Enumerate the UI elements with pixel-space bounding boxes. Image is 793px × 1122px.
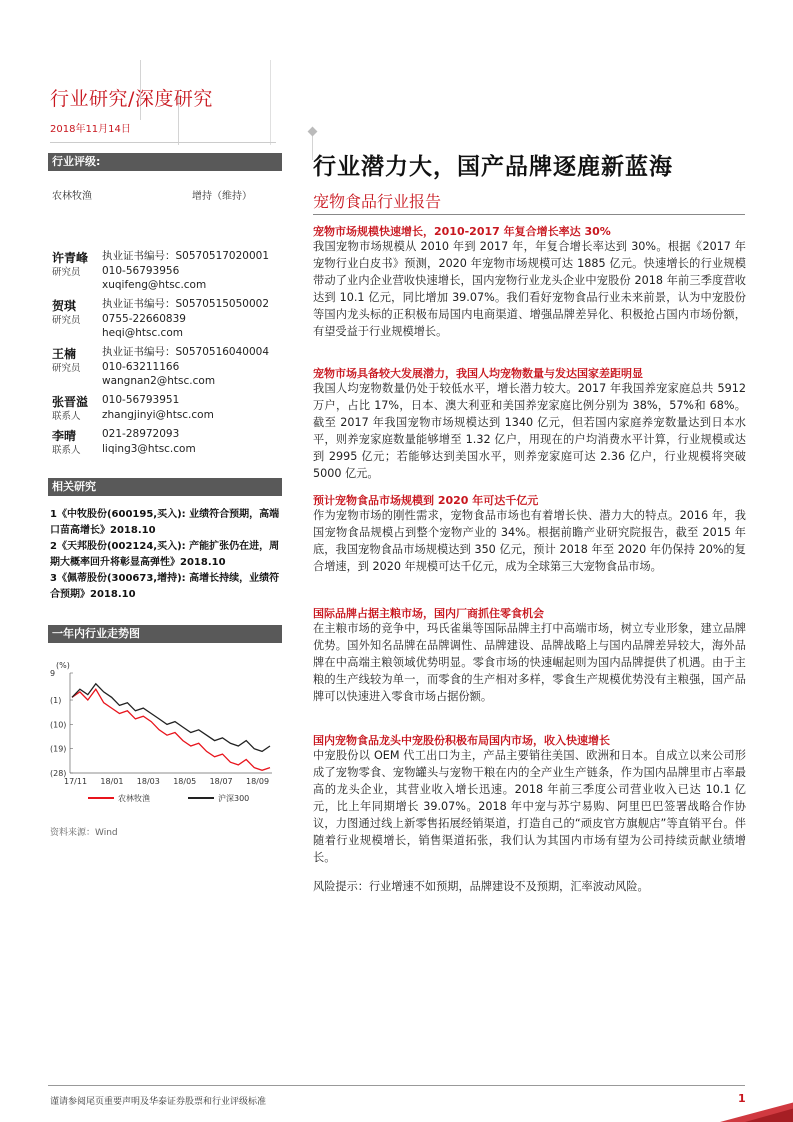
risk-warning: 风险提示：行业增速不如预期，品牌建设不及预期，汇率波动风险。 [313, 880, 649, 893]
related-research-list [50, 507, 286, 603]
series-line-industry [72, 689, 270, 770]
section-heading: 国内宠物食品龙头中宠股份积极布局国内市场，收入快速增长 [313, 734, 610, 747]
industry-name: 农林牧渔 [52, 191, 92, 202]
section-body: 在主粮市场的竞争中，玛氏雀巢等国际品牌主打中高端市场，树立专业形象，建立品牌优势。国外知名品牌在品牌调性、品牌建设、品牌战略上与国内品牌差异较大，海外品牌在中高端主粮领域优势明显。零食市场的快速崛起则为国内品牌提供了机遇。由于主粮的生产线较为单一，而零食的生产相对多样，零食生产规模优势没有主粮强，国产品牌可以快速进入零食市场占据份额。 [313, 622, 746, 703]
rating-section-header: 行业评级: [48, 153, 282, 171]
section-heading: 宠物市场具备较大发展潜力，我国人均宠物数量与发达国家差距明显 [313, 367, 643, 380]
footer-disclaimer: 谨请参阅尾页重要声明及华泰证券股票和行业评级标准 [50, 1097, 267, 1107]
contact-name: 张晋溢 [52, 395, 89, 409]
footer-decoration [700, 1102, 793, 1122]
analyst-phone: 0755-22660839 [102, 312, 186, 325]
series-line-index [72, 684, 270, 752]
related-research-item[interactable]: 1《中牧股份(600195,买入): 业绩符合预期，高端口苗高增长》2018.10 [50, 509, 280, 536]
trend-chart-header: 一年内行业走势图 [48, 625, 282, 643]
trend-chart-svg [48, 655, 284, 815]
x-tick-label: 18/05 [173, 777, 197, 786]
document-type: 行业研究/深度研究 [50, 88, 213, 110]
page-number: 1 [738, 1092, 746, 1105]
decorative-diamond [308, 127, 318, 137]
y-tick-label: (10) [50, 720, 67, 730]
footer-rule [48, 1085, 745, 1086]
analyst-cert: 执业证书编号：S0570516040004 [102, 346, 270, 358]
y-axis-label: (%) [56, 661, 70, 670]
analyst-email[interactable]: heqi@htsc.com [102, 327, 183, 339]
analyst-phone: 010-63211166 [102, 360, 180, 373]
x-tick-label: 18/07 [209, 777, 233, 786]
legend-label: 沪深300 [218, 794, 250, 803]
x-tick-label: 17/11 [64, 777, 88, 786]
page-title: 行业潜力大，国产品牌逐鹿新蓝海 [313, 154, 673, 180]
analyst-role: 研究员 [52, 267, 81, 278]
contact-role: 联系人 [52, 445, 81, 456]
contact-phone: 010-56793951 [102, 394, 180, 406]
section-body: 中宠股份以 OEM 代工出口为主，产品主要销往美国、欧洲和日本。自成立以来公司形成了宠物零食、宠物罐头与宠物干粮在内的全产业生产链条，作为国内品牌里市占率最高的龙头企业，其营业收入增长迅速。2018 年前三季度公司营业收入已达 10.1 亿元，比上年同期增长 39.07%。2018 年中宠与苏宁易购、阿里巴巴签署战略合作协议，力图通过线上新零售拓展经销渠道，打造自己的“顽皮官方旗舰店”等直销平台。伴随着行业规模增长，销售渠道拓张，我们认为其国内市场有望为公司持续贡献业绩增长。 [313, 749, 746, 864]
page-subtitle: 宠物食品行业报告 [313, 192, 442, 211]
analyst-name: 王楠 [52, 347, 77, 361]
section-body: 作为宠物市场的刚性需求，宠物食品市场也有着增长快、潜力大的特点。2016 年，我国宠物食品规模占到整个宠物产业的 34%。根据前瞻产业研究院报告，截至 2015 年底，我国宠物食品市场规模达到 350 亿元，预计 2018 年至 2020 年仍保持 20%的复合增速，到 2020 年规模可达千亿元，成为全球第三大宠物食品市场。 [313, 509, 746, 573]
analyst-role: 研究员 [52, 363, 81, 374]
title-rule [313, 214, 745, 215]
x-tick-label: 18/03 [136, 777, 160, 786]
analyst-role: 研究员 [52, 315, 81, 326]
contact-role: 联系人 [52, 411, 81, 422]
section-heading: 宠物市场规模快速增长，2010-2017 年复合增长率达 30% [313, 225, 611, 238]
trend-chart [48, 655, 284, 803]
analyst-email[interactable]: wangnan2@htsc.com [102, 375, 216, 387]
y-tick-label: (19) [50, 744, 67, 754]
contact-name: 李晴 [52, 429, 77, 443]
y-tick-label: (28) [50, 769, 67, 778]
related-research-header: 相关研究 [48, 478, 282, 496]
x-tick-label: 18/09 [246, 777, 270, 786]
industry-rating: 增持（维持） [192, 191, 252, 202]
section-heading: 预计宠物食品市场规模到 2020 年可达千亿元 [313, 494, 539, 507]
report-date: 2018年11月14日 [50, 124, 131, 135]
analyst-cert: 执业证书编号：S0570517020001 [102, 250, 270, 262]
section-body: 我国人均宠物数量仍处于较低水平，增长潜力较大。2017 年我国养宠家庭总共 5912 万户，占比 17%，日本、澳大利亚和美国养宠家庭比例分别为 38%，57%和 68%。截至 2017 年我国宠物市场规模达到 1340 亿元，但若国内家庭养宠数量达到日本水平，则养宠家庭数量能够增至 1.32 亿户，用现在的户均消费水平计算，行业规模或达到 2995 亿元；若能够达到美国水平，则养宠家庭可达 2.36 亿户，行业规模将突破 5000 亿元。 [313, 382, 746, 480]
analyst-phone: 010-56793956 [102, 264, 180, 277]
section-heading: 国际品牌占据主粮市场，国内厂商抓住零食机会 [313, 607, 544, 620]
related-research-item[interactable]: 2《天邦股份(002124,买入): 产能扩张仍在进，周期大概率回升将彰显高弹性》2018.10 [50, 541, 280, 568]
legend-label: 农林牧渔 [118, 794, 150, 803]
analyst-cert: 执业证书编号：S0570515050002 [102, 298, 270, 310]
analyst-name: 许青峰 [52, 251, 89, 265]
decorative-line [270, 60, 271, 145]
header-rule [50, 142, 276, 143]
section-body: 我国宠物市场规模从 2010 年到 2017 年，年复合增长率达到 30%。根据《2017 年宠物行业白皮书》预测，2020 年宠物市场规模可达 1885 亿元。快速增长的行业规模带动了业内企业营收快速增长，国内宠物行业龙头企业中宠股份 2018 年前三季度营收达到 10.1 亿元，同比增加 39.07%。我们看好宠物食品行业未来前景，认为中宠股份等国内龙头标的正积极布局国内电商渠道、增强品牌差异化、积极抢占国内市场份额，有望受益于行业规模增长。 [313, 240, 746, 338]
contact-email[interactable]: liqing3@htsc.com [102, 442, 196, 455]
analyst-name: 贺琪 [52, 299, 77, 313]
contact-phone: 021-28972093 [102, 428, 180, 440]
related-research-item[interactable]: 3《佩蒂股份(300673,增持): 高增长持续，业绩符合预期》2018.10 [50, 573, 280, 600]
x-tick-label: 18/01 [100, 777, 124, 786]
y-tick-label: 9 [50, 669, 56, 678]
chart-source: 资料来源：Wind [50, 828, 118, 838]
y-tick-label: (1) [50, 696, 62, 706]
analyst-email[interactable]: xuqifeng@htsc.com [102, 279, 207, 291]
contact-email[interactable]: zhangjinyi@htsc.com [102, 408, 214, 421]
